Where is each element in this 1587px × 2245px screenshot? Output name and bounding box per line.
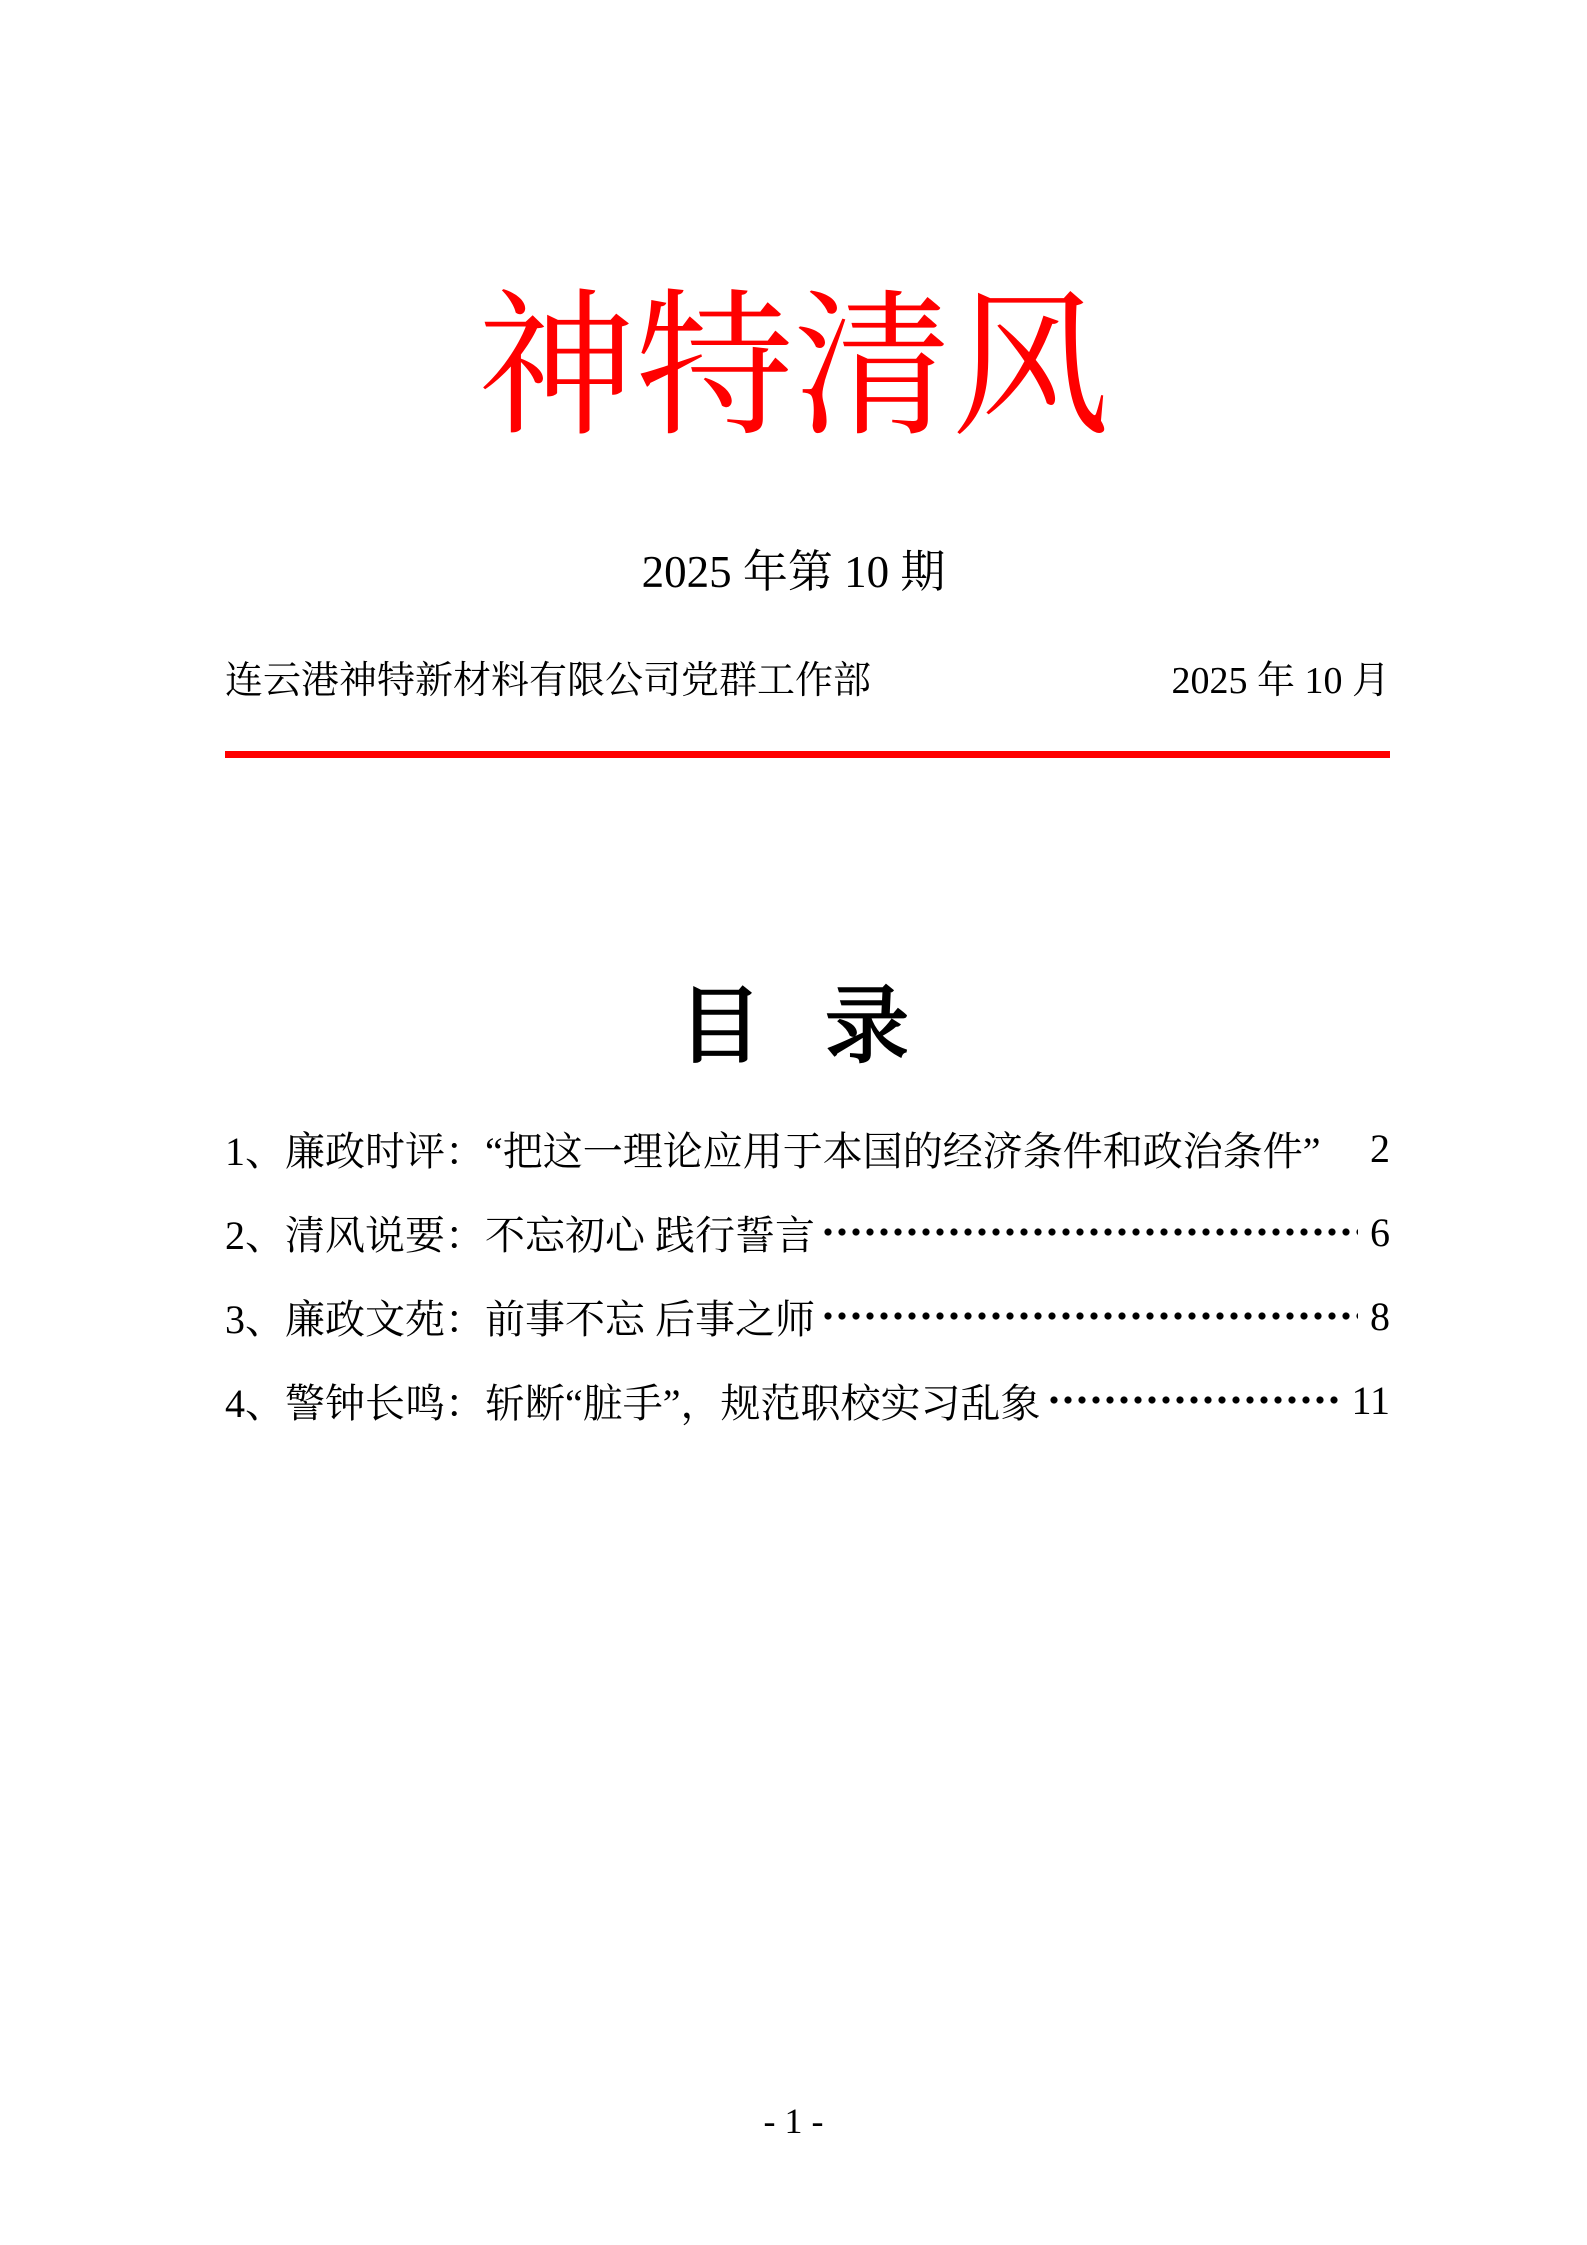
toc-item-title: 2、清风说要：不忘初心 践行誓言 [225,1212,815,1258]
issue-number-line: 2025 年第 10 期 [641,547,946,597]
toc-item-1 [225,1106,1390,1190]
toc-item-title: 4、警钟长鸣：斩断“脏手”，规范职校实习乱象 [225,1380,1041,1426]
toc-list [225,1106,1390,1442]
toc-item-3 [225,1274,1390,1358]
toc-leader-dots [821,1274,1358,1358]
publication-date: 2025 年 10 月 [1171,660,1390,702]
toc-leader [1327,1106,1358,1190]
toc-item-4 [225,1358,1390,1442]
publisher-row [225,659,1390,705]
red-divider-rule [225,751,1390,758]
toc-heading: 目 录 [677,981,909,1074]
toc-page-number: 2 [1370,1125,1390,1171]
publisher-name: 连云港神特新材料有限公司党群工作部 [225,660,872,702]
toc-leader-dots [1047,1358,1340,1442]
toc-page-number: 11 [1351,1377,1390,1423]
page-number-footer: - 1 - [763,2101,824,2141]
toc-item-title: 1、廉政时评：“把这一理论应用于本国的经济条件和政治条件” [225,1128,1321,1174]
toc-leader-dots [821,1190,1358,1274]
toc-page-number: 8 [1370,1293,1390,1339]
newsletter-title: 神特清风 [477,281,1110,456]
toc-page-number: 6 [1370,1209,1390,1255]
toc-item-title: 3、廉政文苑：前事不忘 后事之师 [225,1296,815,1342]
toc-item-2 [225,1190,1390,1274]
